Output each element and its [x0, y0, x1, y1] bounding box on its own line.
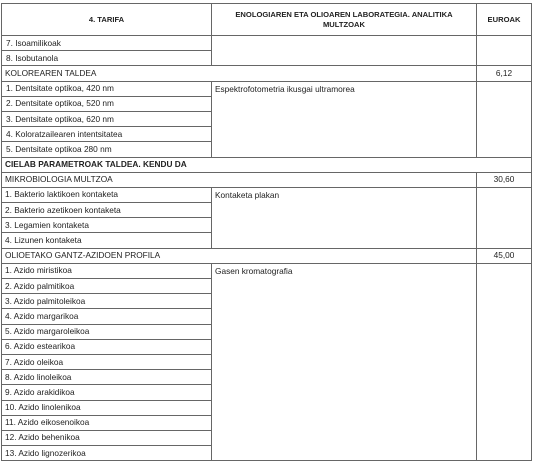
method-cell: [212, 36, 477, 66]
item-cell: 2. Dentsitate optikoa, 520 nm: [2, 96, 212, 111]
group-title: MIKROBIOLOGIA MULTZOA: [2, 172, 477, 187]
method-cell: Gasen kromatografia: [212, 263, 477, 460]
header-row: [2, 4, 532, 36]
header-tarifa: 4. TARIFA: [2, 4, 212, 36]
item-cell: 1. Dentsitate optikoa, 420 nm: [2, 81, 212, 96]
item-cell: 2. Azido palmitikoa: [2, 279, 212, 294]
item-cell: 4. Lizunen kontaketa: [2, 233, 212, 248]
price-cell: [477, 36, 532, 66]
header-analitika: ENOLOGIAREN ETA OLIOAREN LABORATEGIA. ANALITIKA MULTZOAK: [212, 4, 477, 36]
item-cell: 8. Isobutanola: [2, 51, 212, 66]
item-cell: 5. Dentsitate optikoa 280 nm: [2, 142, 212, 157]
item-cell: 9. Azido arakidikoa: [2, 385, 212, 400]
price-cell: [477, 263, 532, 460]
group-row-cielab: [2, 157, 532, 172]
item-cell: 6. Azido estearikoa: [2, 339, 212, 354]
group-title: OLIOETAKO GANTZ-AZIDOEN PROFILA: [2, 248, 477, 263]
item-cell: 11. Azido eikosenoikoa: [2, 415, 212, 430]
item-cell: 12. Azido behenikoa: [2, 430, 212, 445]
table-row: [2, 81, 532, 96]
item-cell: 3. Azido palmitoleikoa: [2, 294, 212, 309]
item-cell: 3. Dentsitate optikoa, 620 nm: [2, 111, 212, 126]
price-cell: [477, 187, 532, 248]
item-cell: 7. Isoamilikoak: [2, 36, 212, 51]
item-cell: 2. Bakterio azetikoen kontaketa: [2, 203, 212, 218]
item-cell: 4. Koloratzailearen intentsitatea: [2, 127, 212, 142]
item-cell: 7. Azido oleikoa: [2, 354, 212, 369]
item-cell: 8. Azido linoleikoa: [2, 370, 212, 385]
group-price: 45,00: [477, 248, 532, 263]
tariff-table: [1, 3, 532, 461]
price-cell: [477, 81, 532, 157]
item-cell: 10. Azido linolenikoa: [2, 400, 212, 415]
item-cell: 4. Azido margarikoa: [2, 309, 212, 324]
group-price: 30,60: [477, 172, 532, 187]
item-cell: 1. Bakterio laktikoen kontaketa: [2, 187, 212, 202]
table-row: [2, 263, 532, 278]
group-row-mikro: [2, 172, 532, 187]
item-cell: 1. Azido miristikoa: [2, 263, 212, 278]
group-row-olio: [2, 248, 532, 263]
group-title: KOLOREAREN TALDEA: [2, 66, 477, 81]
table-row: [2, 36, 532, 51]
header-euroak: EUROAK: [477, 4, 532, 36]
group-row-kolore: [2, 66, 532, 81]
group-title: CIELAB PARAMETROAK TALDEA. KENDU DA: [2, 157, 532, 172]
item-cell: 5. Azido margaroleikoa: [2, 324, 212, 339]
item-cell: 3. Legamien kontaketa: [2, 218, 212, 233]
group-price: 6,12: [477, 66, 532, 81]
table-row: [2, 187, 532, 202]
item-cell: 13. Azido lignozerikoa: [2, 446, 212, 461]
method-cell: Kontaketa plakan: [212, 187, 477, 248]
method-cell: Espektrofotometria ikusgai ultramorea: [212, 81, 477, 157]
